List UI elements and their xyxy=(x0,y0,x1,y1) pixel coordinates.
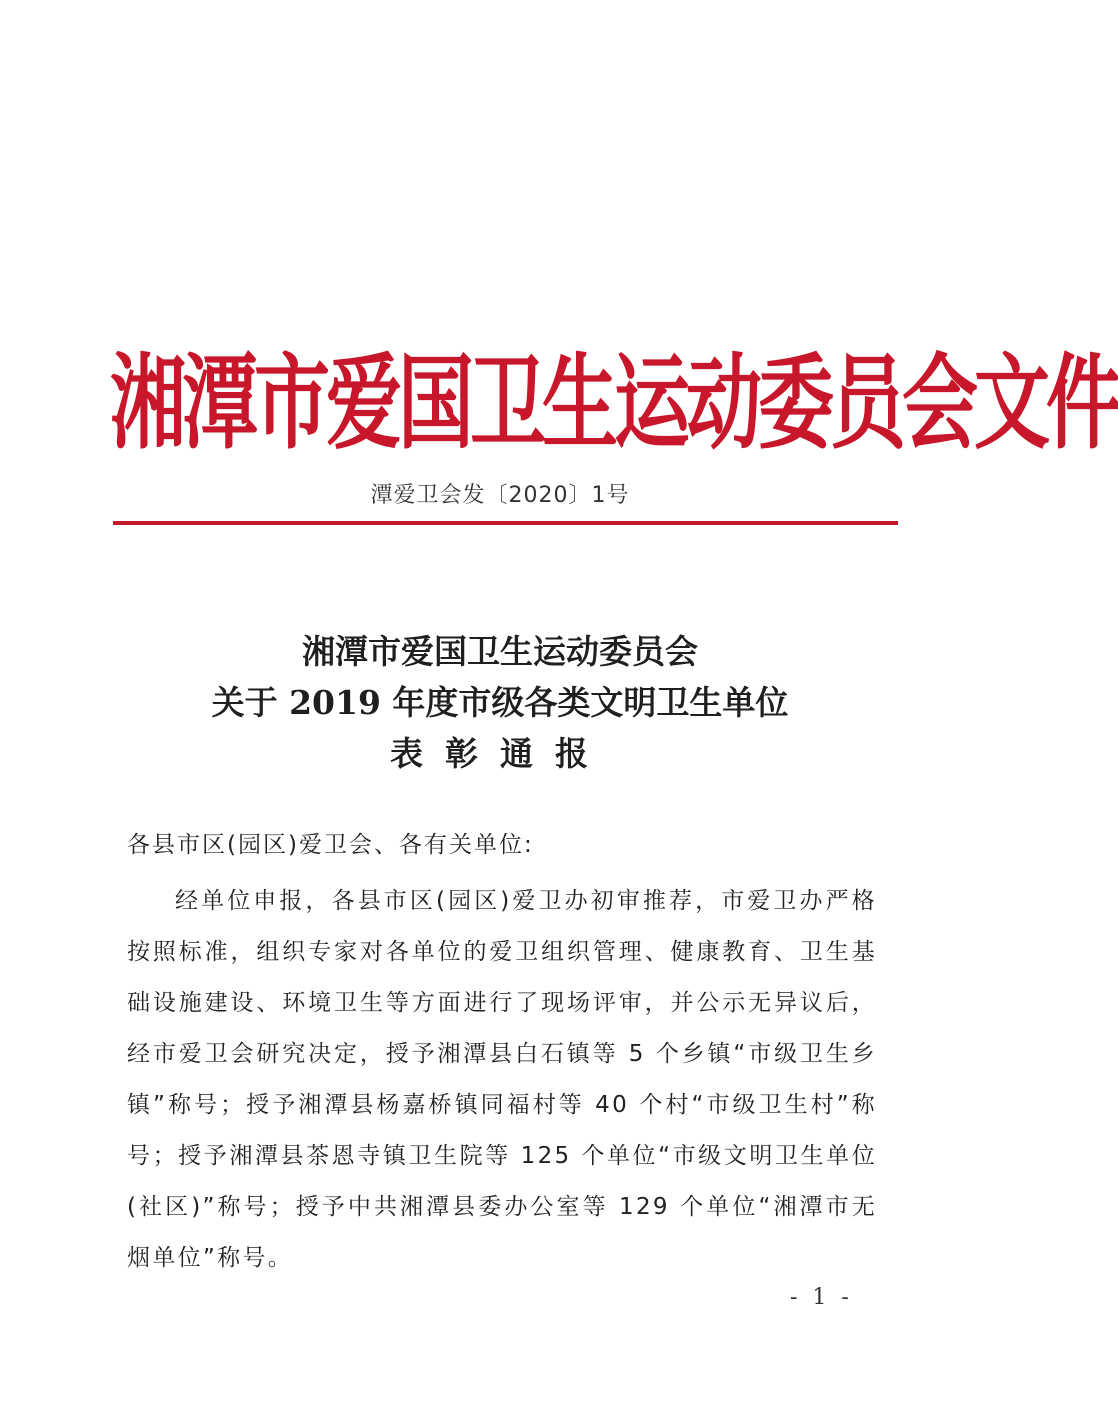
document-number: 潭爱卫会发〔2020〕1号 xyxy=(370,483,630,508)
salutation: 各县市区(园区)爱卫会、各有关单位: xyxy=(127,832,534,858)
notice-title-line-1: 湘潭市爱国卫生运动委员会 xyxy=(302,632,698,671)
notice-title-line-2: 关于 2019 年度市级各类文明卫生单位 xyxy=(211,683,789,722)
notice-title-line-3: 表彰通报 xyxy=(390,734,610,773)
body-paragraph: 经单位申报，各县市区(园区)爱卫办初审推荐，市爱卫办严格按照标准，组织专家对各单位的爱卫组织管理、健康教育、卫生基础设施建设、环境卫生等方面进行了现场评审，并公示无异议后，经市爱卫会研究决定，授予湘潭县白石镇等 5 个乡镇“市级卫生乡镇”称号；授予湘潭县杨嘉桥镇同福村等 40 个村“市级卫生村”称号；授予湘潭县茶恩寺镇卫生院等 125 个单位“市级文明卫生单位(社区)”称号；授予中共湘潭县委办公室等 129 个单位“湘潭市无烟单位”称号。 xyxy=(127,888,877,1271)
page-number: - 1 - xyxy=(790,1285,853,1310)
red-divider-line xyxy=(113,521,898,525)
issuer-header-title: 湘潭市爱国卫生运动委员会文件 xyxy=(110,342,1118,463)
